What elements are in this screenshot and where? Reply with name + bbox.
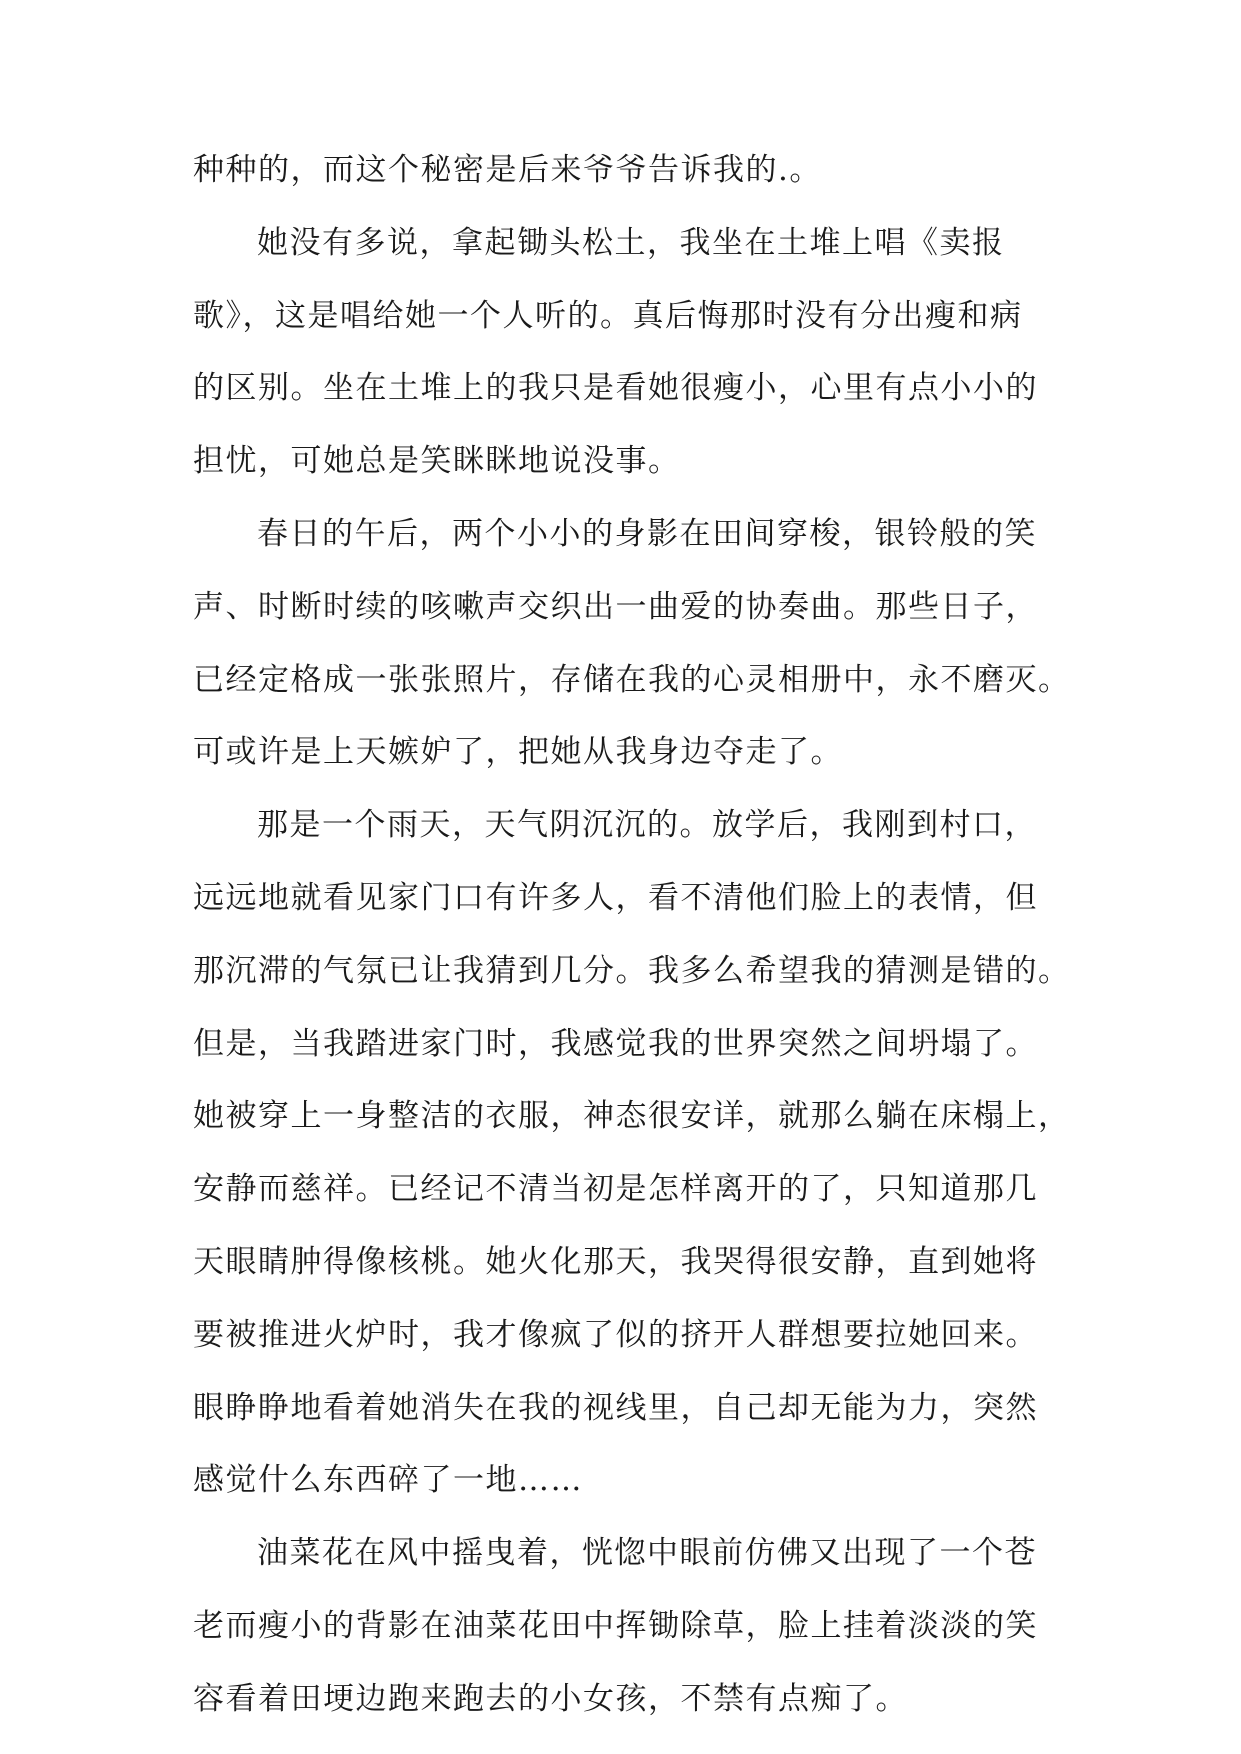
text-line: 可或许是上天嫉妒了，把她从我身边夺走了。 [193,734,843,770]
text-line: 的区别。坐在土堆上的我只是看她很瘦小，心里有点小小的 [193,370,1038,406]
text-line: 老而瘦小的背影在油菜花田中挥锄除草，脸上挂着淡淡的笑 [193,1608,1038,1644]
text-line: 但是，当我踏进家门时，我感觉我的世界突然之间坍塌了。 [193,1026,1038,1062]
text-line: 天眼睛肿得像核桃。她火化那天，我哭得很安静，直到她将 [193,1244,1038,1280]
text-line: 她被穿上一身整洁的衣服，神态很安详，就那么躺在床榻上， [193,1098,1071,1134]
text-line: 感觉什么东西碎了一地…… [193,1462,583,1498]
text-line: 容看着田埂边跑来跑去的小女孩，不禁有点痴了。 [193,1681,908,1717]
paragraph-first-line: 春日的午后，两个小小的身影在田间穿梭，银铃般的笑 [257,516,1037,552]
text-line: 远远地就看见家门口有许多人，看不清他们脸上的表情，但 [193,880,1038,916]
text-line: 要被推进火炉时，我才像疯了似的挤开人群想要拉她回来。 [193,1317,1038,1353]
text-line: 眼睁睁地看着她消失在我的视线里，自己却无能为力，突然 [193,1390,1038,1426]
text-line: 安静而慈祥。已经记不清当初是怎样离开的了，只知道那几 [193,1171,1038,1207]
text-line: 种种的，而这个秘密是后来爷爷告诉我的.。 [193,152,822,188]
paragraph-first-line: 那是一个雨天，天气阴沉沉的。放学后，我刚到村口， [257,807,1037,843]
text-line: 歌》，这是唱给她一个人听的。真后悔那时没有分出瘦和病 [193,298,1023,334]
text-line: 已经定格成一张张照片，存储在我的心灵相册中，永不磨灭。 [193,662,1071,698]
paragraph-first-line: 她没有多说，拿起锄头松土，我坐在土堆上唱《卖报 [257,225,1005,261]
text-line: 那沉滞的气氛已让我猜到几分。我多么希望我的猜测是错的。 [193,953,1071,989]
text-line: 声、时断时续的咳嗽声交织出一曲爱的协奏曲。那些日子， [193,589,1038,625]
text-line: 担忧，可她总是笑眯眯地说没事。 [193,443,681,479]
paragraph-first-line: 油菜花在风中摇曳着，恍惚中眼前仿佛又出现了一个苍 [257,1535,1037,1571]
